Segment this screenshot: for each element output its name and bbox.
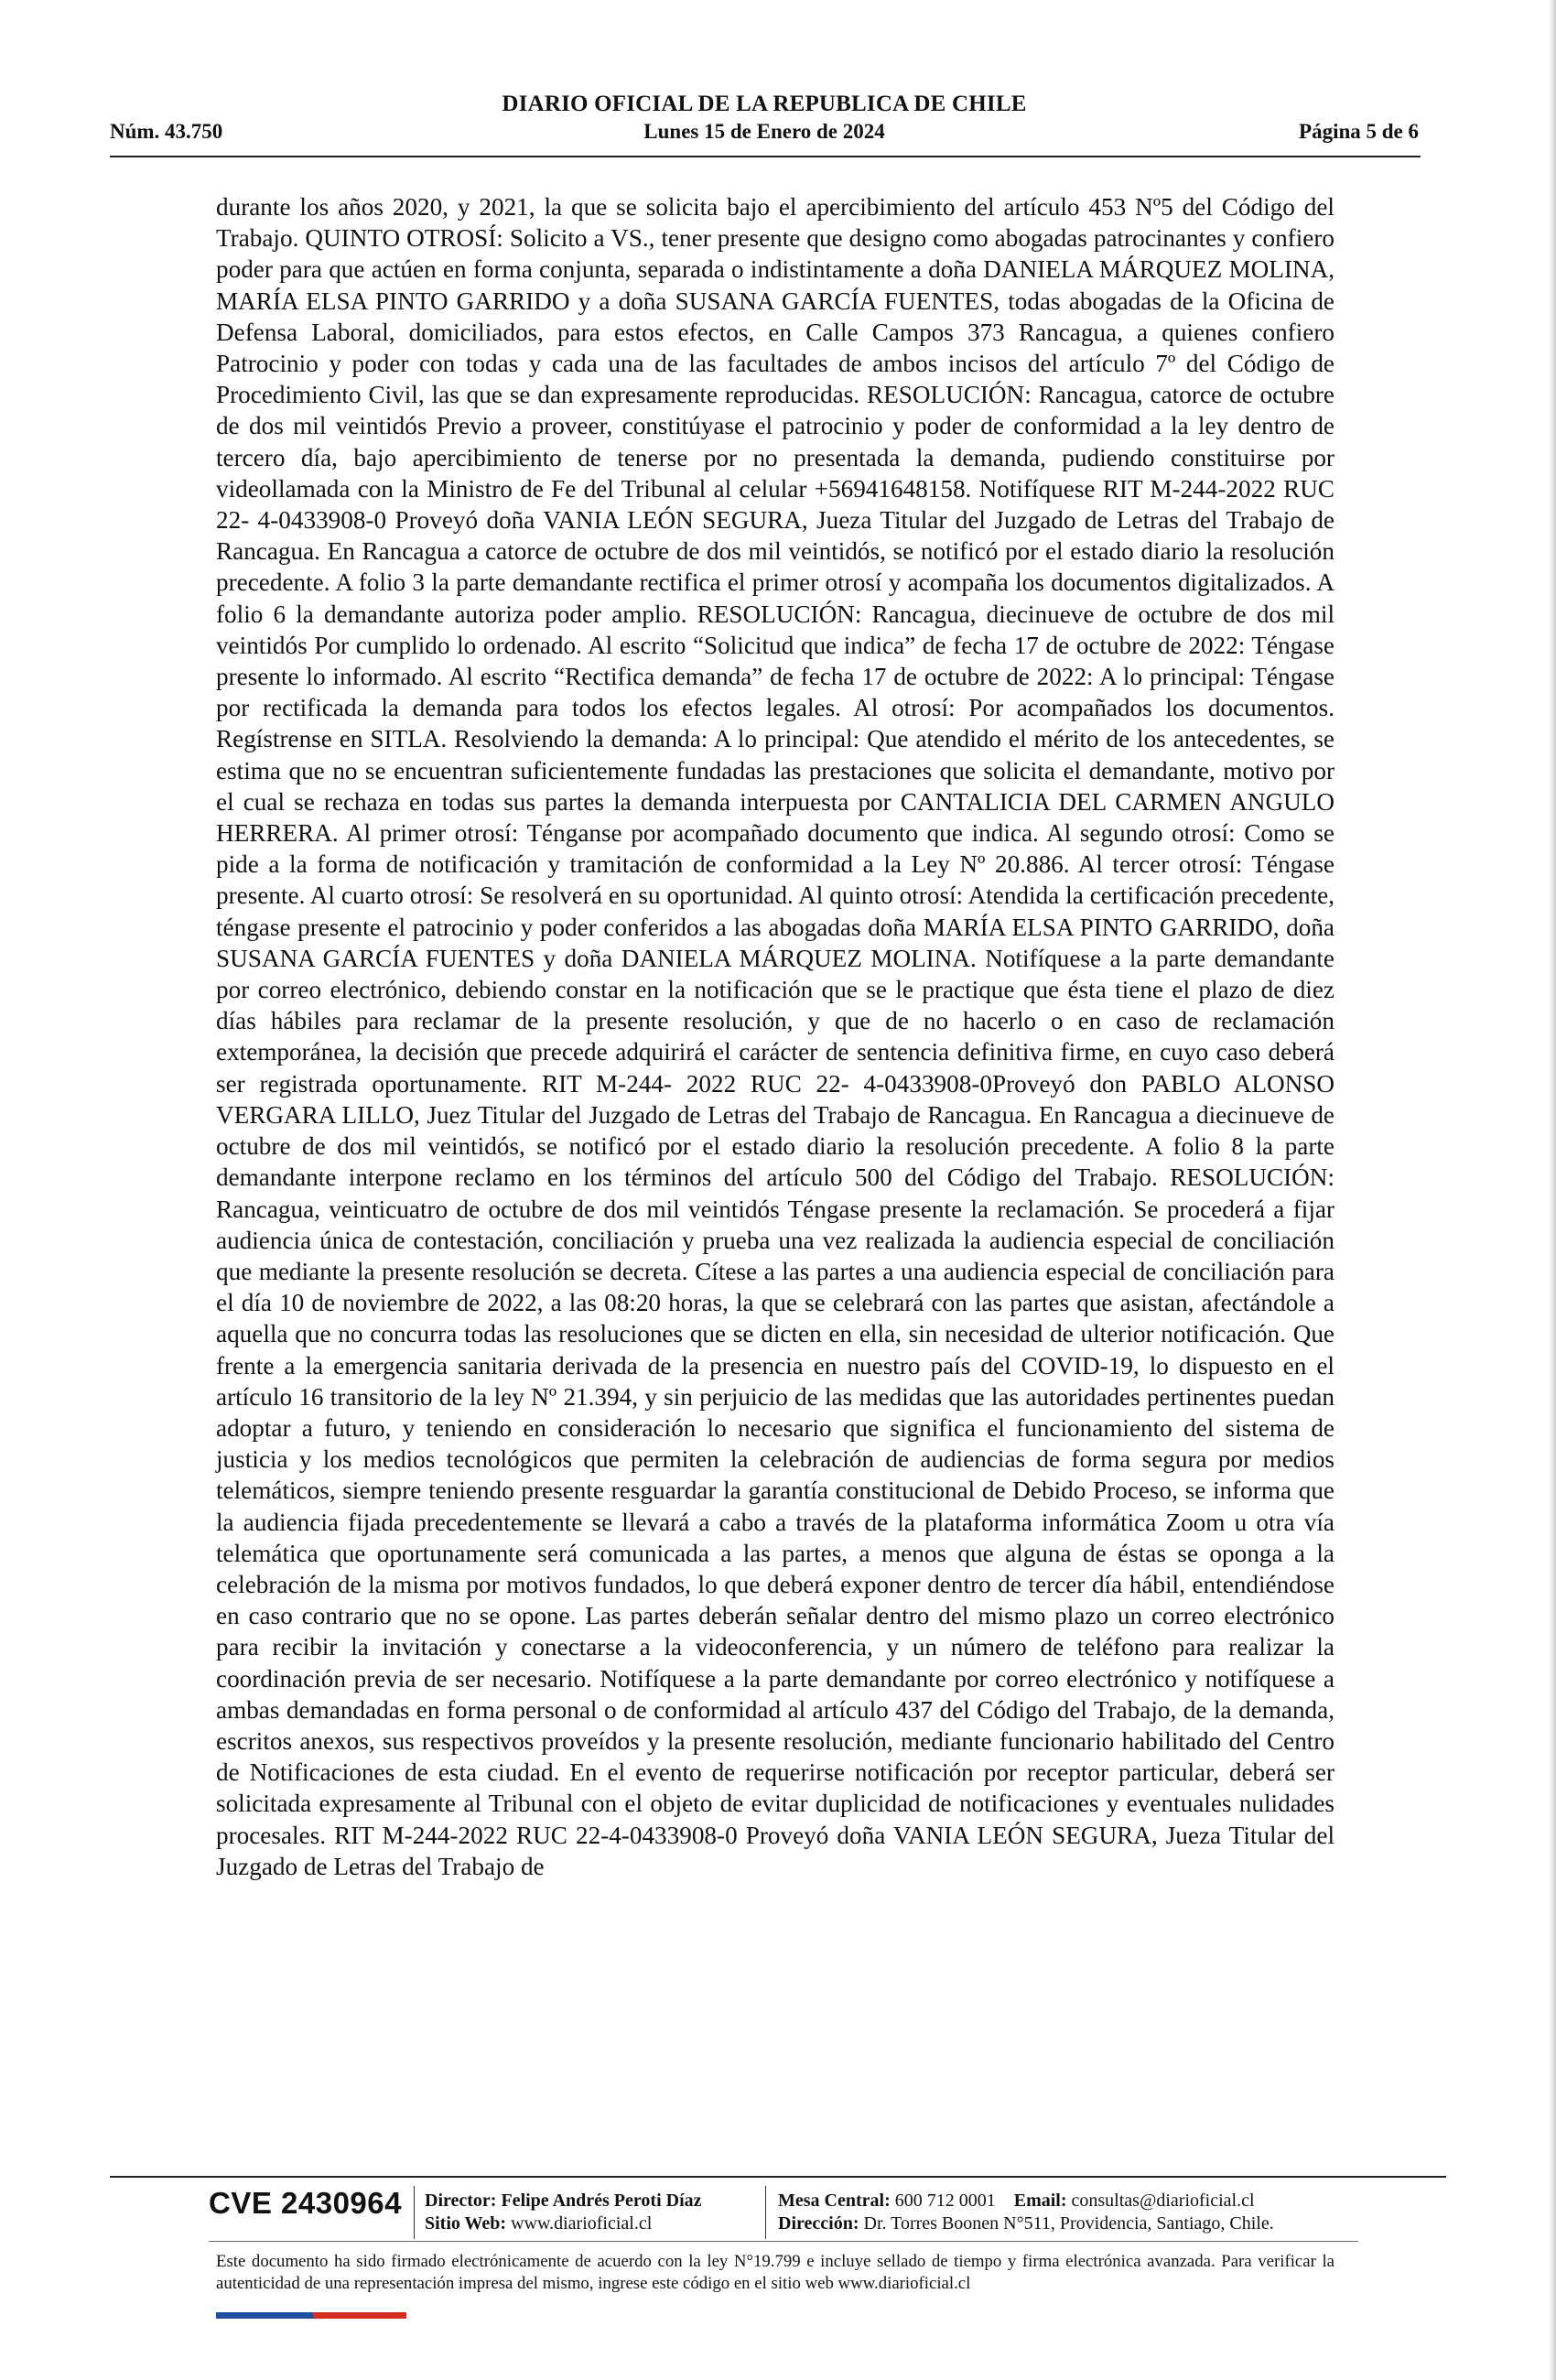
issue-number: Núm. 43.750 bbox=[110, 120, 223, 143]
footer-divider-secondary bbox=[209, 2241, 1358, 2242]
footer-separator bbox=[414, 2186, 415, 2239]
body-paragraph: durante los años 2020, y 2021, la que se solicita bajo el apercibimiento del artículo 453 Nº5 del Código del Trabajo. QUINTO OTROSÍ: Solicito a VS., tener presente que designo como abogadas patrocinantes y confiero poder para que actúen en forma conjunta, separada o indistintamente a doña DANIELA MÁRQUEZ MOLINA, MARÍA ELSA PINTO GARRIDO y a doña SUSANA GARCÍA FUENTES, todas abogadas de la Oficina de Defensa Laboral, domiciliados, para estos efectos, en Calle Campos 373 Rancagua, a quienes confiero Patrocinio y poder con todas y cada una de las facultades de ambos incisos del artículo 7º del Código de Procedimiento Civil, las que se dan expresamente reproducidas. RESOLUCIÓN: Rancagua, catorce de octubre de dos mil veintidós Previo a proveer, constitúyase el patrocinio y poder de conformidad a la ley dentro de tercero día, bajo apercibimiento de tenerse por no presentada la demanda, pudiendo constituirse por videollamada con la Ministro de Fe del Tribunal al celular +56941648158. Notifíquese RIT M-244-2022 RUC 22- 4-0433908-0 Proveyó doña VANIA LEÓN SEGURA, Jueza Titular del Juzgado de Letras del Trabajo de Rancagua. En Rancagua a catorce de octubre de dos mil veintidós, se notificó por el estado diario la resolución precedente. A folio 3 la parte demandante rectifica el primer otrosí y acompaña los documentos digitalizados. A folio 6 la demandante autoriza poder amplio. RESOLUCIÓN: Rancagua, diecinueve de octubre de dos mil veintidós Por cumplido lo ordenado. Al escrito “Solicitud que indica” de fecha 17 de octubre de 2022: Téngase presente lo informado. Al escrito “Rectifica demanda” de fecha 17 de octubre de 2022: A lo principal: Téngase por rectificada la demanda para todos los efectos legales. Al otrosí: Por acompañados los documentos. Regístrense en SITLA. Resolviendo la demanda: A lo principal: Que atendido el mérito de los antecedentes, se estima que no se encuentran suficientemente fundadas las prestaciones que solicita el demandante, motivo por el cual se rechaza en todas sus partes la demanda interpuesta por CANTALICIA DEL CARMEN ANGULO HERRERA. Al primer otrosí: Ténganse por acompañado documento que indica. Al segundo otrosí: Como se pide a la forma de notificación y tramitación de conformidad a la Ley Nº 20.886. Al tercer otrosí: Téngase presente. Al cuarto otrosí: Se resolverá en su oportunidad. Al quinto otrosí: Atendida la certificación precedente, téngase presente el patrocinio y poder conferidos a las abogadas doña MARÍA ELSA PINTO GARRIDO, doña SUSANA GARCÍA FUENTES y doña DANIELA MÁRQUEZ MOLINA. Notifíquese a la parte demandante por correo electrónico, debiendo constar en la notificación que se le practique que ésta tiene el plazo de diez días hábiles para reclamar de la presente resolución, y que de no hacerlo o en caso de reclamación extemporánea, la decisión que precede adquirirá el carácter de sentencia definitiva firme, en cuyo caso deberá ser registrada oportunamente. RIT M-244- 2022 RUC 22- 4-0433908-0Proveyó don PABLO ALONSO VERGARA LILLO, Juez Titular del Juzgado de Letras del Trabajo de Rancagua. En Rancagua a diecinueve de octubre de dos mil veintidós, se notificó por el estado diario la resolución precedente. A folio 8 la parte demandante interpone reclamo en los términos del artículo 500 del Código del Trabajo. RESOLUCIÓN: Rancagua, veinticuatro de octubre de dos mil veintidós Téngase presente la reclamación. Se procederá a fijar audiencia única de contestación, conciliación y prueba una vez realizada la audiencia especial de conciliación que mediante la presente resolución se decreta. Cítese a las partes a una audiencia especial de conciliación para el día 10 de noviembre de 2022, a las 08:20 horas, la que se celebrará con las partes que asistan, afectándole a aquella que no concurra todas las resoluciones que se dicten en ella, sin necesidad de ulterior notificación. Que frente a la emergencia sanitaria derivada de la presencia en nuestro país del COVID-19, lo dispuesto en el artículo 16 transitorio de la ley Nº 21.394, y sin perjuicio de las medidas que las autoridades pertinentes puedan adoptar a futuro, y teniendo en consideración lo necesario que significa el funcionamiento del sistema de justicia y los medios tecnológicos que permiten la celebración de audiencias de forma segura por medios telemáticos, siempre teniendo presente resguardar la garantía constitucional de Debido Proceso, se informa que la audiencia fijada precedentemente se llevará a cabo a través de la plataforma informática Zoom u otra vía telemática que oportunamente será comunicada a las partes, a menos que alguna de éstas se oponga a la celebración de la misma por motivos fundados, lo que deberá exponer dentro de tercer día hábil, entendiéndose en caso contrario que no se opone. Las partes deberán señalar dentro del mismo plazo un correo electrónico para recibir la invitación y conectarse a la videoconferencia, y un número de teléfono para realizar la coordinación previa de ser necesario. Notifíquese a la parte demandante por correo electrónico y notifíquese a ambas demandadas en forma personal o de conformidad al artículo 437 del Código del Trabajo, de la demanda, escritos anexos, sus respectivos proveídos y la presente resolución, mediante funcionario habilitado del Centro de Notificaciones de esta ciudad. En el evento de requerirse notificación por receptor particular, deberá ser solicitada expresamente al Tribunal con el objeto de evitar duplicidad de notificaciones y eventuales nulidades procesales. RIT M-244-2022 RUC 22-4-0433908-0 Proveyó doña VANIA LEÓN SEGURA, Jueza Titular del Juzgado de Letras del Trabajo de bbox=[216, 193, 1334, 1880]
address-label: Dirección: bbox=[778, 2213, 859, 2234]
site-label: Sitio Web: bbox=[425, 2213, 507, 2234]
mesa-label: Mesa Central: bbox=[778, 2191, 891, 2211]
address-value: Dr. Torres Boonen N°511, Providencia, Santiago, Chile. bbox=[863, 2213, 1274, 2234]
email-label: Email: bbox=[1013, 2191, 1067, 2211]
email-link[interactable]: consultas@diarioficial.cl bbox=[1071, 2191, 1255, 2211]
issue-date: Lunes 15 de Enero de 2024 bbox=[643, 120, 885, 143]
flag-stripe-blue bbox=[216, 2312, 313, 2319]
site-link[interactable]: www.diarioficial.cl bbox=[511, 2213, 653, 2234]
legal-notice: Este documento ha sido firmado electrónicamente de acuerdo con la ley N°19.799 e incluye sellado de tiempo y firma electrónica avanzada. Para verificar la autenticidad de una representación impresa del mismo, ingrese este código en el sitio web www.diarioficial.cl bbox=[216, 2252, 1334, 2293]
footer-contact bbox=[778, 2190, 1274, 2235]
header-divider bbox=[110, 156, 1421, 157]
footer-director-site bbox=[425, 2190, 702, 2235]
page-edge-shadow bbox=[1549, 0, 1556, 2380]
page-header bbox=[110, 92, 1419, 156]
mesa-phone: 600 712 0001 bbox=[894, 2191, 996, 2211]
cve-code: CVE 2430964 bbox=[209, 2186, 402, 2220]
page-number: Página 5 de 6 bbox=[1299, 120, 1419, 143]
footer-separator bbox=[765, 2186, 766, 2239]
flag-stripe-red bbox=[313, 2312, 406, 2319]
footer-divider bbox=[110, 2176, 1446, 2178]
director-name: Felipe Andrés Peroti Díaz bbox=[501, 2191, 702, 2211]
director-label: Director: bbox=[425, 2191, 497, 2211]
newspaper-title: DIARIO OFICIAL DE LA REPUBLICA DE CHILE bbox=[502, 92, 1027, 116]
